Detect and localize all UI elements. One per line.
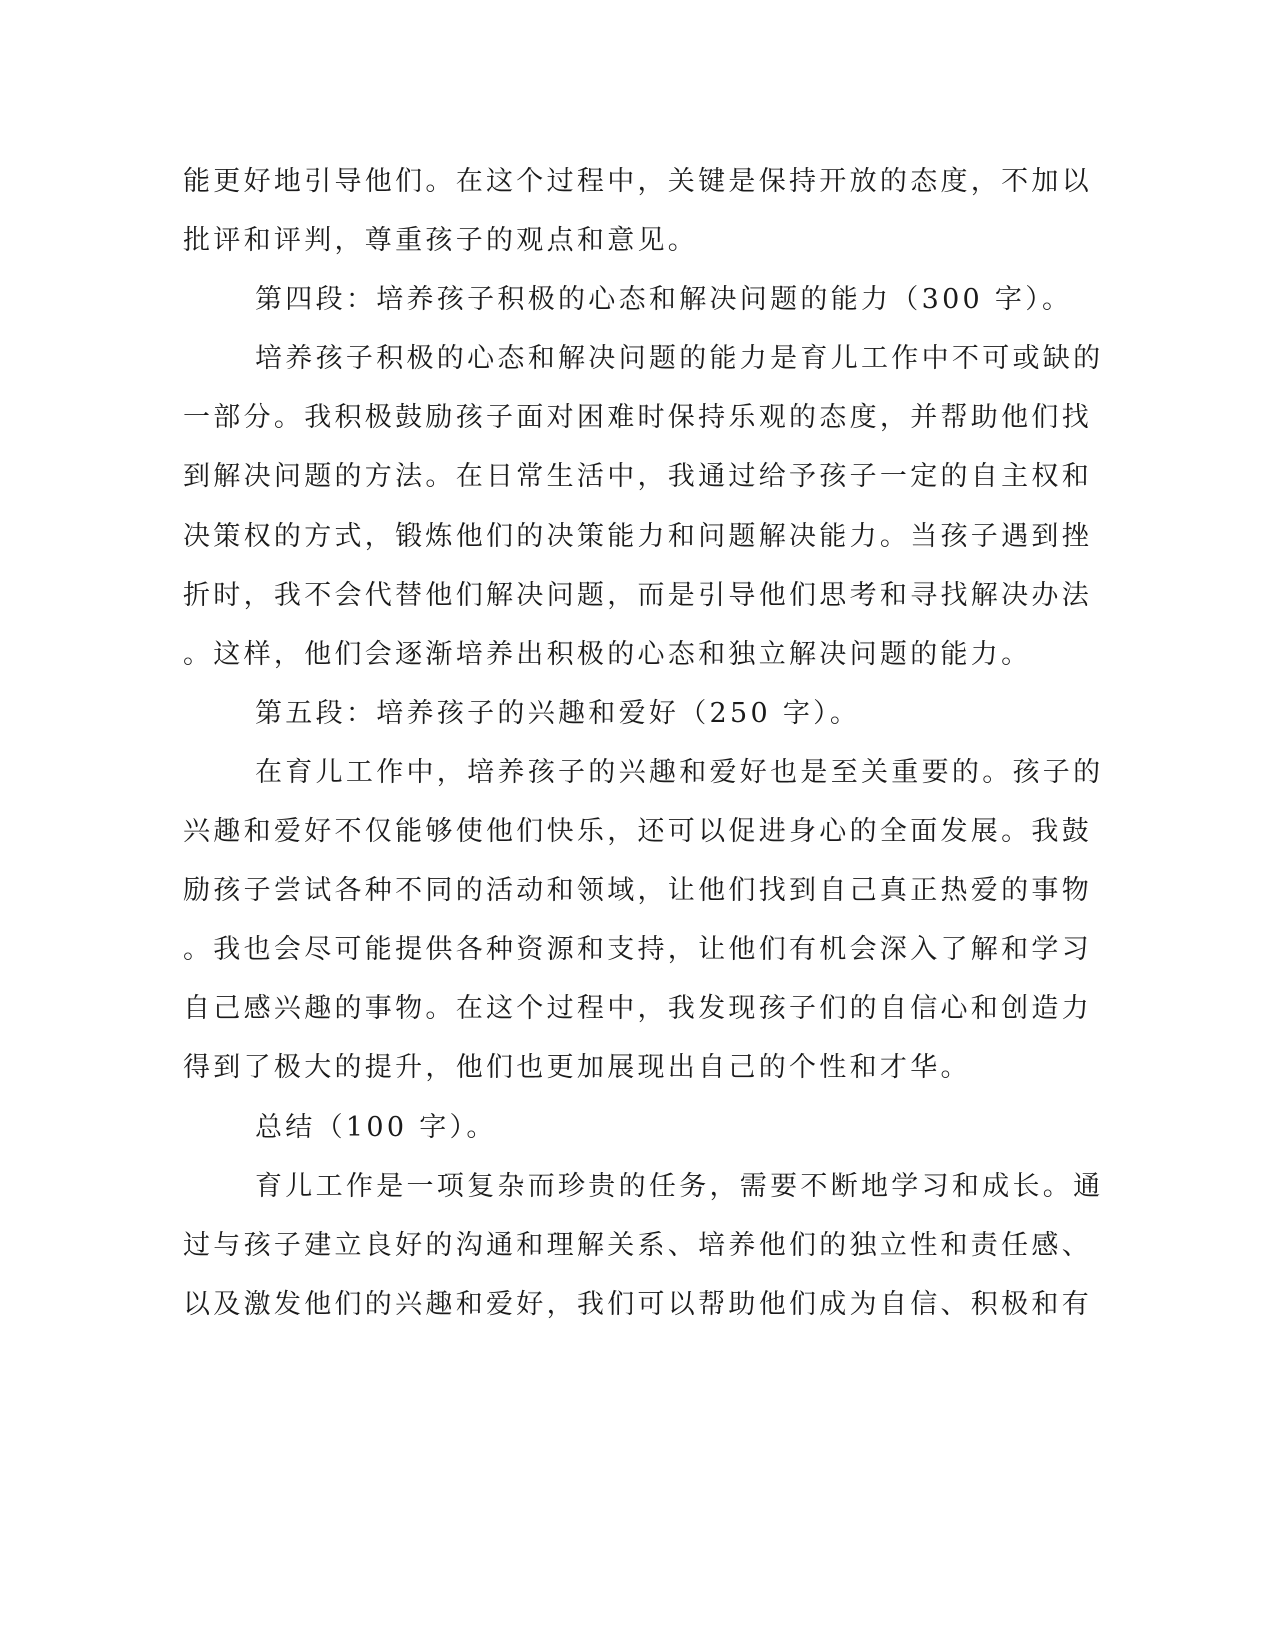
text-line: 兴趣和爱好不仅能够使他们快乐，还可以促进身心的全面发展。我鼓: [183, 816, 1092, 848]
text-line: 过与孩子建立良好的沟通和理解关系、培养他们的独立性和责任感、: [183, 1229, 1092, 1261]
section-heading-4: 第四段：培养孩子积极的心态和解决问题的能力（300 字）。: [255, 284, 1073, 316]
body-text: [183, 157, 1104, 1339]
text-line: 。这样，他们会逐渐培养出积极的心态和独立解决问题的能力。: [183, 638, 1032, 670]
section-heading-summary: 总结（100 字）。: [255, 1111, 497, 1143]
text-line: 自己感兴趣的事物。在这个过程中，我发现孩子们的自信心和创造力: [183, 993, 1092, 1025]
text-line: 能更好地引导他们。在这个过程中，关键是保持开放的态度，不加以: [183, 166, 1092, 197]
text-line: 培养孩子积极的心态和解决问题的能力是育儿工作中不可或缺的: [255, 343, 1104, 375]
text-line: 决策权的方式，锻炼他们的决策能力和问题解决能力。当孩子遇到挫: [183, 520, 1092, 552]
text-line: 以及激发他们的兴趣和爱好，我们可以帮助他们成为自信、积极和有: [183, 1288, 1092, 1320]
text-line: 一部分。我积极鼓励孩子面对困难时保持乐观的态度，并帮助他们找: [183, 402, 1092, 434]
text-line: 得到了极大的提升，他们也更加展现出自己的个性和才华。: [183, 1052, 971, 1084]
text-line: 励孩子尝试各种不同的活动和领域，让他们找到自己真正热爱的事物: [183, 875, 1092, 907]
text-line: 到解决问题的方法。在日常生活中，我通过给予孩子一定的自主权和: [183, 461, 1092, 493]
text-line: 育儿工作是一项复杂而珍贵的任务，需要不断地学习和成长。通: [255, 1170, 1104, 1202]
text-line: 批评和评判，尊重孩子的观点和意见。: [183, 225, 699, 257]
text-line: 在育儿工作中，培养孩子的兴趣和爱好也是至关重要的。孩子的: [255, 756, 1104, 788]
text-line: 。我也会尽可能提供各种资源和支持，让他们有机会深入了解和学习: [183, 934, 1092, 966]
text-line: 折时，我不会代替他们解决问题，而是引导他们思考和寻找解决办法: [183, 579, 1092, 611]
section-heading-5: 第五段：培养孩子的兴趣和爱好（250 字）。: [255, 697, 861, 729]
